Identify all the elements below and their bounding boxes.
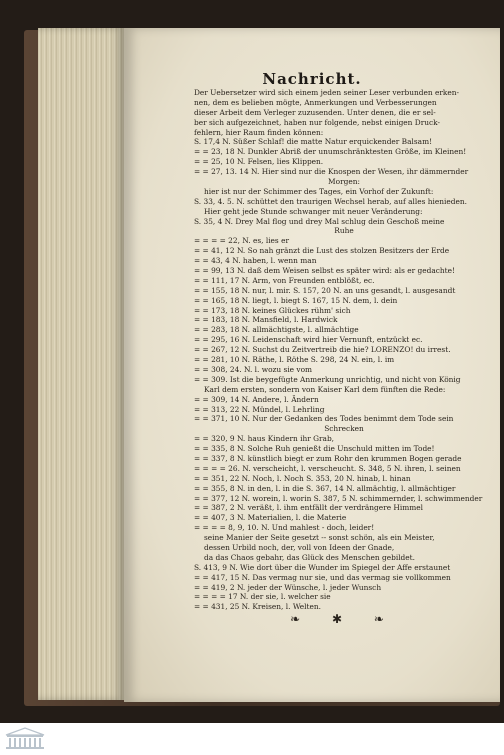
- text-line: = = 337, 8 N. künstlich biegt er zum Rohr den krummen Bogen gerade: [194, 453, 462, 463]
- text-line: = = 155, 18 N. nur, l. mir. S. 157, 20 N. an uns gesandt, l. ausgesandt: [194, 285, 456, 295]
- text-line: = = 43, 4 N. haben, l. wenn man: [194, 256, 317, 266]
- text-line: seine Manier der Seite gesetzt -- sonst schön, als ein Meister,: [204, 533, 435, 543]
- text-line: = = 281, 10 N. Räthe, l. Röthe S. 298, 24 N. ein, l. im: [194, 355, 395, 365]
- text-line: hier ist nur der Schimmer des Tages, ein Vorhof der Zukunft:: [204, 186, 434, 196]
- text-line: = = 320, 9 N. haus Kindern ihr Grab,: [194, 434, 335, 444]
- text-line: = = 431, 25 N. Kreisen, l. Welten.: [194, 602, 321, 612]
- text-line: Karl dem ersten, sondern von Kaiser Karl dem fünften die Rede:: [204, 384, 446, 394]
- text-line: = = 387, 2 N. veräßt, l. ihm entfällt der verdrängere Himmel: [194, 503, 423, 513]
- text-line: = = 371, 10 N. Nur der Gedanken des Todes benimmt dem Tode sein: [194, 414, 454, 424]
- text-line: = = 335, 8 N. Solche Ruh genießt die Unschuld mitten im Tode!: [194, 444, 435, 454]
- page-title: Nachricht.: [262, 70, 362, 88]
- text-line: = = 309, 14 N. Andere, l. Ändern: [194, 394, 319, 404]
- text-line: = = 23, 18 N. Dunkler Abriß der unumschränktesten Größe, im Kleinen!: [194, 147, 467, 157]
- text-line: fehlern, hier Raum finden können:: [194, 127, 324, 137]
- text-line: = = 173, 18 N. keines Glückes rühm' sich: [194, 305, 351, 315]
- text-line: = = 308, 24. N. l. wozu sie vom: [194, 364, 313, 374]
- fleuron-ornament-icon: ❧ ✱ ❧: [290, 612, 398, 627]
- page-stack-edge: [38, 28, 124, 700]
- text-line: dessen Urbild noch, der, voll von Ideen der Gnade,: [204, 542, 395, 552]
- text-line: = = 183, 18 N. Mansfield, l. Hardwick: [194, 315, 338, 325]
- text-line: Ruhe: [334, 226, 354, 236]
- text-line: = = 351, 22 N. Noch, l. Noch S. 353, 20 N. hinab, l. hinan: [194, 473, 411, 483]
- text-line: = = = = 8, 9, 10. N. Und mahlest - doch, leider!: [194, 523, 375, 533]
- text-line: dieser Arbeit dem Verleger zuzusenden. Unter denen, die er sel-: [194, 107, 436, 117]
- text-line: = = 99, 13 N. daß dem Weisen selbst es später wird: als er gedachte!: [194, 266, 455, 276]
- text-line: = = 41, 12 N. So nah gränzt die Lust des stolzen Besitzers der Erde: [194, 246, 450, 256]
- book-page: [124, 28, 500, 702]
- text-line: = = 111, 17 N. Arm, von Freunden entblößt, ec.: [194, 275, 375, 285]
- text-line: Hier geht jede Stunde schwanger mit neuer Veränderung:: [204, 206, 423, 216]
- text-line: = = 283, 18 N. allmächtigste, l. allmächtige: [194, 325, 359, 335]
- text-line: = = = = 26. N. verscheicht, l. verscheucht. S. 348, 5 N. ihren, l. seinen: [194, 463, 461, 473]
- text-line: = = 407, 3 N. Materialien, l. die Materie: [194, 513, 347, 523]
- text-line: = = 355, 8 N. in den, l. in die S. 367, 14 N. allmächtig, l. allmächtiger: [194, 483, 456, 493]
- text-line: da das Chaos gebahr, das Glück des Menschen gebildet.: [204, 552, 415, 562]
- library-building-logo-icon: [4, 726, 46, 754]
- text-line: = = = = 17 N. der sie, l. welcher sie: [194, 592, 331, 602]
- text-line: = = = = 22, N. es, lies er: [194, 236, 289, 246]
- text-line: Der Uebersetzer wird sich einem jeden seiner Leser verbunden erken-: [194, 88, 459, 97]
- text-line: = = 25, 10 N. Felsen, lies Klippen.: [194, 157, 324, 167]
- text-line: Morgen:: [328, 177, 360, 187]
- text-line: = = 419, 2 N. jeder der Wünsche, l. jeder Wunsch: [194, 582, 382, 592]
- text-line: = = 309. Ist die beygefügte Anmerkung unrichtig, und nicht von König: [194, 374, 461, 384]
- text-line: S. 413, 9 N. Wie dort über die Wunder im Spiegel der Affe erstaunet: [194, 562, 451, 572]
- text-line: = = 295, 16 N. Leidenschaft wird hier Vernunft, entzückt ec.: [194, 335, 423, 345]
- text-line: nen, dem es belieben mögte, Anmerkungen und Verbesserungen: [194, 97, 437, 107]
- text-line: ber sich aufgezeichnet, haben nur folgende, nebst einigen Druck-: [194, 117, 440, 127]
- viewer-footer-bar: [0, 723, 504, 755]
- text-line: = = 165, 18 N. liegt, l. biegt S. 167, 15 N. dem, l. dein: [194, 295, 398, 305]
- text-line: = = 313, 22 N. Mündel, l. Lehrling: [194, 404, 325, 414]
- text-line: = = 27, 13. 14 N. Hier sind nur die Knospen der Wesen, ihr dämmernder: [194, 167, 469, 177]
- text-line: S. 33, 4. 5. N. schüttet den traurigen Wechsel herab, auf alles hienieden.: [194, 196, 467, 206]
- text-line: = = 377, 12 N. worein, l. worin S. 387, 5 N. schimmernder, l. schwimmender: [194, 493, 483, 503]
- text-line: Schrecken: [324, 424, 364, 434]
- errata-text-block: [194, 88, 494, 625]
- text-line: = = 417, 15 N. Das vermag nur sie, und das vermag sie vollkommen: [194, 572, 451, 582]
- text-line: = = 267, 12 N. Suchst du Zeitvertreib die hie? LORENZO! du irrest.: [194, 345, 451, 355]
- text-line: S. 35, 4 N. Drey Mal flog und drey Mal schlug dein Geschoß meine: [194, 216, 445, 226]
- text-line: S. 17,4 N. Süßer Schlaf! die matte Natur erquickender Balsam!: [194, 137, 433, 147]
